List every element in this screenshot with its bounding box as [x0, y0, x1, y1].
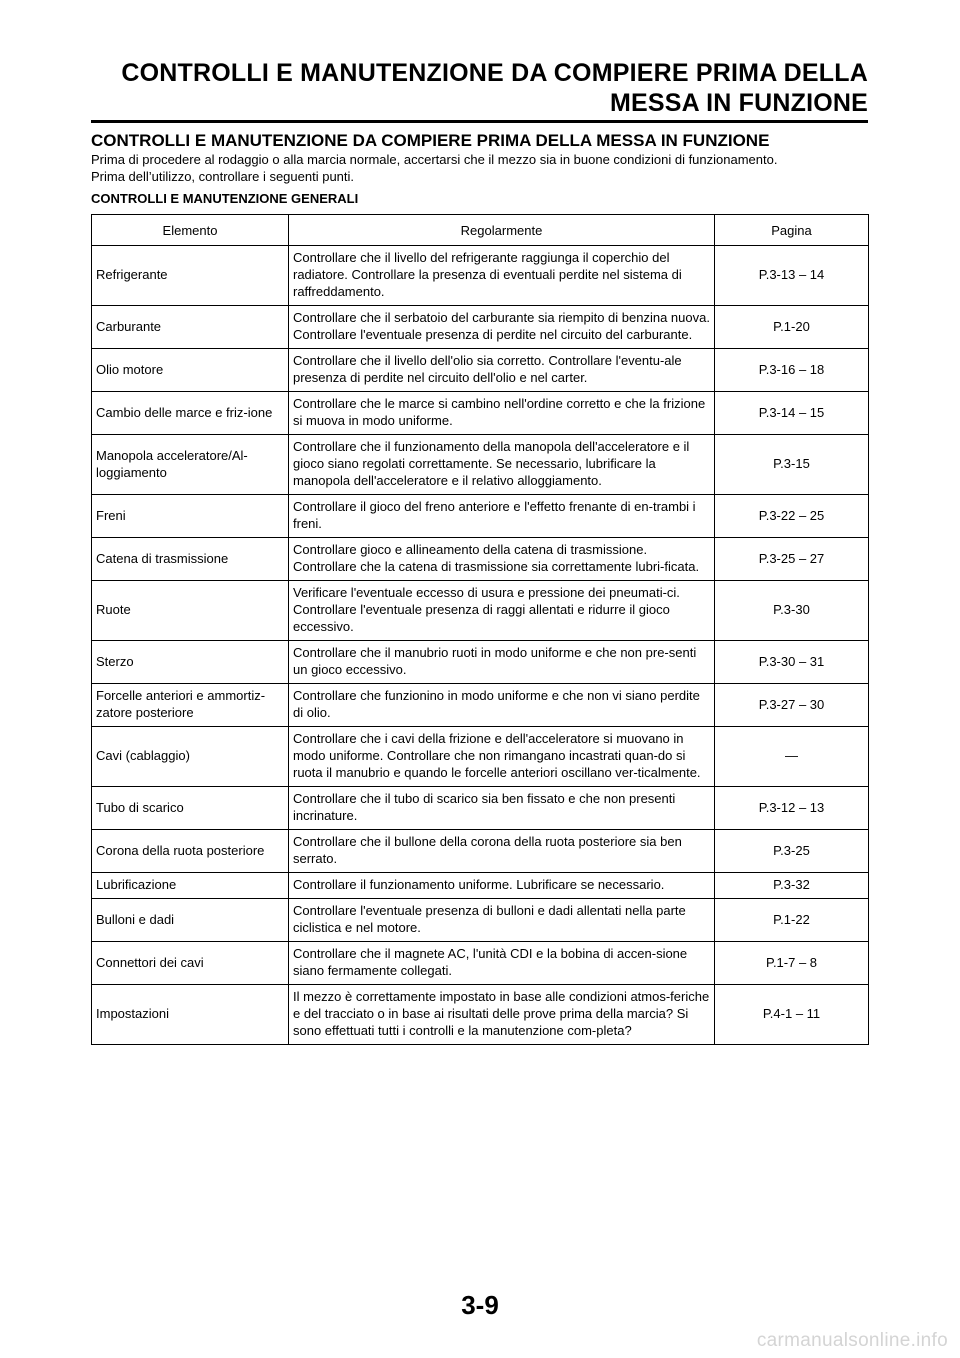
element-cell: Catena di trasmissione — [92, 538, 289, 581]
check-cell: Controllare che il bullone della corona della ruota posteriore sia ben serrato. — [289, 830, 715, 873]
check-cell: Controllare che il tubo di scarico sia ben fissato e che non presenti incrinature. — [289, 787, 715, 830]
table-body — [92, 246, 869, 1045]
section-title: CONTROLLI E MANUTENZIONE DA COMPIERE PRIMA DELLA MESSA IN FUNZIONE — [91, 131, 770, 150]
table-row — [92, 684, 869, 727]
page-header-line-1: CONTROLLI E MANUTENZIONE DA COMPIERE PRIMA DELLA — [121, 59, 868, 87]
page-cell: P.3-32 — [715, 873, 869, 899]
page-cell: P.3-30 – 31 — [715, 641, 869, 684]
intro-line-1: Prima di procedere al rodaggio o alla marcia normale, accertarsi che il mezzo sia in buone condizioni di funzionamento. — [91, 152, 778, 167]
element-cell: Lubrificazione — [92, 873, 289, 899]
page-cell: P.1-22 — [715, 899, 869, 942]
check-cell: Controllare che il livello del refrigerante raggiunga il coperchio del radiatore. Controllare la presenza di eventuali perdite nel sistema di raffreddamento. — [289, 246, 715, 306]
element-cell: Carburante — [92, 306, 289, 349]
table-row — [92, 899, 869, 942]
page-cell: P.3-27 – 30 — [715, 684, 869, 727]
element-cell: Sterzo — [92, 641, 289, 684]
check-cell: Controllare gioco e allineamento della catena di trasmissione. Controllare che la catena di trasmissione sia correttamente lubri-ficata. — [289, 538, 715, 581]
check-cell: Controllare che funzionino in modo uniforme e che non vi siano perdite di olio. — [289, 684, 715, 727]
page-cell: P.4-1 – 11 — [715, 985, 869, 1045]
table-row — [92, 727, 869, 787]
table-row — [92, 830, 869, 873]
page-header-line-2: MESSA IN FUNZIONE — [609, 89, 868, 117]
column-header-page: Pagina — [715, 215, 869, 246]
element-cell: Corona della ruota posteriore — [92, 830, 289, 873]
table-row — [92, 787, 869, 830]
element-cell: Impostazioni — [92, 985, 289, 1045]
page-cell: P.3-13 – 14 — [715, 246, 869, 306]
page-cell: P.3-25 – 27 — [715, 538, 869, 581]
page-cell: P.3-16 – 18 — [715, 349, 869, 392]
intro-line-2: Prima dell’utilizzo, controllare i seguenti punti. — [91, 169, 355, 184]
table-row — [92, 306, 869, 349]
table-row — [92, 495, 869, 538]
page-cell: P.3-25 — [715, 830, 869, 873]
element-cell: Connettori dei cavi — [92, 942, 289, 985]
page-cell: P.3-12 – 13 — [715, 787, 869, 830]
element-cell: Bulloni e dadi — [92, 899, 289, 942]
check-cell: Controllare che il magnete AC, l'unità CDI e la bobina di accen-sione siano fermamente collegati. — [289, 942, 715, 985]
page-cell: P.3-15 — [715, 435, 869, 495]
table-row — [92, 538, 869, 581]
page-cell: P.1-20 — [715, 306, 869, 349]
check-cell: Controllare che il livello dell'olio sia corretto. Controllare l'eventu-ale presenza di perdite nel circuito dell'olio e nel carter. — [289, 349, 715, 392]
check-cell: Controllare il gioco del freno anteriore e l'effetto frenante di en-trambi i freni. — [289, 495, 715, 538]
element-cell: Ruote — [92, 581, 289, 641]
table-row — [92, 985, 869, 1045]
element-cell: Freni — [92, 495, 289, 538]
page-number: 3-9 — [461, 1290, 499, 1320]
table-row — [92, 641, 869, 684]
page-cell: P.1-7 – 8 — [715, 942, 869, 985]
page-cell: — — [715, 727, 869, 787]
element-cell: Tubo di scarico — [92, 787, 289, 830]
element-cell: Manopola acceleratore/Al-loggiamento — [92, 435, 289, 495]
element-cell: Olio motore — [92, 349, 289, 392]
page-cell: P.3-14 – 15 — [715, 392, 869, 435]
table-row — [92, 581, 869, 641]
table-row — [92, 942, 869, 985]
check-cell: Verificare l'eventuale eccesso di usura e pressione dei pneumati-ci. Controllare l'eventuale presenza di raggi allentati e ridurre il gioco eccessivo. — [289, 581, 715, 641]
check-cell: Controllare che i cavi della frizione e dell'acceleratore si muovano in modo uniforme. Controllare che non rimangano incastrati quan-do si ruota il manubrio e quando le forcelle anteriori oscillano ver-ticalmente. — [289, 727, 715, 787]
element-cell: Cavi (cablaggio) — [92, 727, 289, 787]
page-cell: P.3-30 — [715, 581, 869, 641]
table-header-row — [92, 215, 869, 246]
intro-text — [91, 151, 881, 185]
column-header-element: Elemento — [92, 215, 289, 246]
check-cell: Controllare che il serbatoio del carburante sia riempito di benzina nuova. Controllare l'eventuale presenza di perdite nel circuito del carburante. — [289, 306, 715, 349]
table-row — [92, 873, 869, 899]
page-header — [91, 58, 868, 118]
table-row — [92, 246, 869, 306]
sub-heading: CONTROLLI E MANUTENZIONE GENERALI — [91, 191, 359, 206]
watermark: carmanualsonline.info — [756, 1330, 948, 1351]
check-cell: Il mezzo è correttamente impostato in base alle condizioni atmos-feriche e del tracciato o in base ai risultati delle prove prima della marcia? Si sono effettuati tutti i controlli e la manutenzione com-pleta? — [289, 985, 715, 1045]
table-row — [92, 435, 869, 495]
element-cell: Forcelle anteriori e ammortiz-zatore posteriore — [92, 684, 289, 727]
header-divider — [91, 120, 868, 123]
table-row — [92, 392, 869, 435]
check-cell: Controllare l'eventuale presenza di bulloni e dadi allentati nella parte ciclistica e nel motore. — [289, 899, 715, 942]
element-cell: Cambio delle marce e friz-ione — [92, 392, 289, 435]
table-row — [92, 349, 869, 392]
check-cell: Controllare il funzionamento uniforme. Lubrificare se necessario. — [289, 873, 715, 899]
page-cell: P.3-22 – 25 — [715, 495, 869, 538]
check-cell: Controllare che il funzionamento della manopola dell'acceleratore e il gioco siano regolati correttamente. Se necessario, lubrificare la manopola dell'acceleratore e il relativo alloggiamento. — [289, 435, 715, 495]
column-header-check: Regolarmente — [289, 215, 715, 246]
check-cell: Controllare che le marce si cambino nell'ordine corretto e che la frizione si muova in modo uniforme. — [289, 392, 715, 435]
check-cell: Controllare che il manubrio ruoti in modo uniforme e che non pre-senti un gioco eccessivo. — [289, 641, 715, 684]
element-cell: Refrigerante — [92, 246, 289, 306]
maintenance-table — [91, 214, 869, 1045]
